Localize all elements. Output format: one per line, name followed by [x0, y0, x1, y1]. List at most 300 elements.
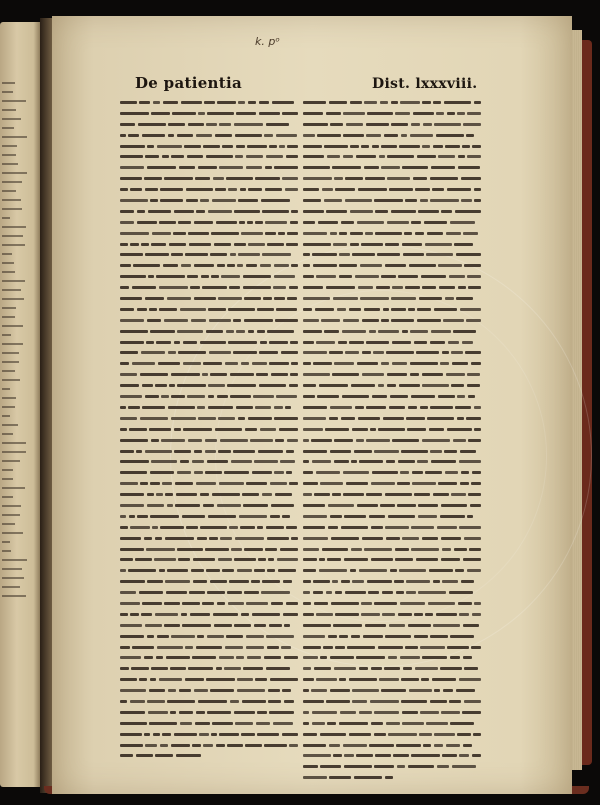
word-stroke [246, 635, 264, 638]
word-stroke [245, 428, 257, 431]
word-stroke [207, 591, 225, 594]
word-stroke [290, 341, 298, 344]
word-stroke [344, 558, 368, 561]
word-stroke [270, 678, 298, 681]
word-stroke [281, 646, 291, 649]
word-stroke [385, 243, 399, 246]
word-stroke [274, 417, 298, 420]
word-stroke [149, 722, 177, 725]
word-stroke [303, 297, 330, 300]
word-stroke [219, 482, 244, 485]
word-stroke [235, 537, 264, 540]
text-line [303, 631, 481, 642]
word-stroke [222, 145, 233, 148]
word-stroke [400, 471, 409, 474]
text-line [120, 489, 298, 500]
left-page-line [2, 505, 21, 507]
word-stroke [257, 330, 265, 333]
word-stroke [144, 177, 162, 180]
left-page-line [2, 343, 23, 345]
word-stroke [160, 526, 184, 529]
word-stroke [147, 635, 154, 638]
word-stroke [366, 134, 381, 137]
word-stroke [233, 319, 241, 322]
word-stroke [238, 199, 258, 202]
word-stroke [442, 580, 458, 583]
word-stroke [177, 134, 193, 137]
word-stroke [274, 297, 285, 300]
word-stroke [120, 733, 142, 736]
word-stroke [144, 537, 152, 540]
word-stroke [217, 602, 225, 605]
word-stroke [472, 471, 481, 474]
word-stroke [433, 493, 449, 496]
word-stroke [312, 711, 337, 714]
word-stroke [264, 744, 287, 747]
word-stroke [171, 395, 185, 398]
word-stroke [303, 504, 325, 507]
word-stroke [436, 134, 464, 137]
word-stroke [386, 460, 395, 463]
word-stroke [461, 177, 481, 180]
word-stroke [270, 482, 287, 485]
word-stroke [274, 406, 283, 409]
word-stroke [240, 526, 255, 529]
word-stroke [473, 733, 481, 736]
word-stroke [411, 221, 421, 224]
word-stroke [177, 330, 203, 333]
word-stroke [360, 297, 389, 300]
word-stroke [303, 733, 317, 736]
text-line [303, 478, 481, 489]
word-stroke [452, 362, 468, 365]
word-stroke [257, 711, 267, 714]
word-stroke [470, 504, 481, 507]
text-line [120, 631, 298, 642]
text-line [120, 413, 298, 424]
word-stroke [275, 493, 292, 496]
word-stroke [411, 754, 440, 757]
word-stroke [438, 264, 462, 267]
left-page-line [2, 586, 20, 588]
word-stroke [225, 646, 243, 649]
word-stroke [225, 362, 238, 365]
word-stroke [343, 155, 353, 158]
word-stroke [120, 439, 148, 442]
word-stroke [471, 362, 481, 365]
word-stroke [303, 319, 319, 322]
word-stroke [214, 624, 232, 627]
word-stroke [332, 580, 338, 583]
word-stroke [397, 482, 410, 485]
word-stroke [327, 722, 336, 725]
word-stroke [171, 373, 200, 376]
word-stroke [303, 460, 309, 463]
word-stroke [408, 624, 431, 627]
word-stroke [155, 613, 178, 616]
text-line [303, 620, 481, 631]
word-stroke [266, 635, 294, 638]
left-page-line [2, 280, 25, 282]
word-stroke [217, 264, 225, 267]
word-stroke [409, 264, 436, 267]
word-stroke [161, 439, 185, 442]
text-line [120, 642, 298, 653]
word-stroke [173, 232, 186, 235]
word-stroke [271, 602, 283, 605]
word-stroke [446, 744, 460, 747]
word-stroke [147, 700, 165, 703]
word-stroke [398, 613, 412, 616]
word-stroke [190, 286, 200, 289]
word-stroke [397, 765, 405, 768]
word-stroke [188, 232, 209, 235]
word-stroke [168, 123, 185, 126]
text-line [120, 260, 298, 271]
word-stroke [160, 744, 168, 747]
word-stroke [303, 526, 325, 529]
word-stroke [440, 362, 449, 365]
text-line [120, 446, 298, 457]
word-stroke [210, 580, 227, 583]
word-stroke [186, 526, 198, 529]
word-stroke [262, 253, 291, 256]
word-stroke [414, 493, 430, 496]
word-stroke [430, 406, 453, 409]
word-stroke [230, 700, 239, 703]
text-line [303, 772, 481, 783]
word-stroke [291, 537, 298, 540]
word-stroke [276, 395, 297, 398]
word-stroke [198, 417, 216, 420]
word-stroke [120, 635, 144, 638]
word-stroke [289, 744, 298, 747]
word-stroke [162, 482, 172, 485]
word-stroke [211, 275, 219, 278]
word-stroke [467, 275, 481, 278]
left-facing-page [0, 22, 42, 787]
word-stroke [212, 493, 240, 496]
word-stroke [303, 689, 309, 692]
word-stroke [291, 264, 298, 267]
word-stroke [431, 460, 456, 463]
word-stroke [217, 504, 241, 507]
word-stroke [349, 341, 364, 344]
word-stroke [120, 526, 128, 529]
text-line [120, 500, 298, 511]
word-stroke [320, 733, 346, 736]
word-stroke [234, 558, 256, 561]
text-line [120, 293, 298, 304]
word-stroke [330, 656, 354, 659]
word-stroke [417, 319, 441, 322]
left-page-line [2, 514, 20, 516]
word-stroke [395, 558, 413, 561]
word-stroke [203, 744, 213, 747]
word-stroke [444, 450, 457, 453]
word-stroke [429, 569, 453, 572]
word-stroke [282, 733, 298, 736]
word-stroke [392, 439, 419, 442]
word-stroke [174, 341, 180, 344]
word-stroke [303, 253, 310, 256]
folio-mark: k. pᵒ [255, 35, 280, 48]
word-stroke [380, 101, 388, 104]
word-stroke [137, 221, 157, 224]
word-stroke [153, 733, 160, 736]
word-stroke [206, 569, 220, 572]
left-page-line [2, 460, 20, 462]
word-stroke [212, 199, 236, 202]
word-stroke [437, 526, 457, 529]
word-stroke [252, 613, 280, 616]
word-stroke [211, 232, 239, 235]
word-stroke [286, 450, 294, 453]
word-stroke [441, 537, 461, 540]
word-stroke [424, 221, 447, 224]
word-stroke [120, 548, 144, 551]
word-stroke [169, 384, 175, 387]
word-stroke [457, 733, 471, 736]
word-stroke [136, 754, 153, 757]
left-page-line [2, 298, 24, 300]
word-stroke [339, 722, 368, 725]
word-stroke [217, 395, 228, 398]
word-stroke [363, 635, 383, 638]
left-page-line [2, 361, 19, 363]
word-stroke [252, 362, 267, 365]
word-stroke [165, 493, 173, 496]
word-stroke [247, 221, 253, 224]
word-stroke [267, 537, 289, 540]
word-stroke [357, 362, 378, 365]
word-stroke [205, 450, 216, 453]
word-stroke [422, 373, 443, 376]
word-stroke [205, 439, 217, 442]
word-stroke [168, 406, 195, 409]
word-stroke [194, 264, 214, 267]
left-page-line [2, 379, 20, 381]
left-page-line [2, 262, 14, 264]
word-stroke [194, 471, 203, 474]
word-stroke [332, 166, 361, 169]
word-stroke [343, 134, 364, 137]
word-stroke [269, 145, 277, 148]
word-stroke [286, 526, 297, 529]
word-stroke [401, 450, 428, 453]
text-line [120, 740, 298, 751]
left-page-line [2, 469, 13, 471]
word-stroke [316, 275, 336, 278]
word-stroke [272, 101, 294, 104]
word-stroke [151, 460, 177, 463]
word-stroke [444, 101, 471, 104]
word-stroke [425, 243, 452, 246]
word-stroke [200, 199, 209, 202]
word-stroke [287, 232, 298, 235]
word-stroke [334, 177, 343, 180]
word-stroke [350, 101, 362, 104]
word-stroke [257, 733, 279, 736]
word-stroke [120, 221, 134, 224]
left-page-line [2, 424, 18, 426]
text-line [303, 652, 481, 663]
word-stroke [195, 177, 210, 180]
left-page-line [2, 316, 15, 318]
word-stroke [443, 319, 464, 322]
word-stroke [316, 678, 337, 681]
word-stroke [139, 591, 163, 594]
word-stroke [313, 362, 332, 365]
word-stroke [406, 417, 425, 420]
word-stroke [287, 297, 297, 300]
word-stroke [324, 330, 339, 333]
word-stroke [120, 362, 129, 365]
word-stroke [303, 428, 323, 431]
word-stroke [120, 286, 129, 289]
text-line [120, 565, 298, 576]
word-stroke [165, 537, 194, 540]
text-line [303, 554, 481, 565]
word-stroke [451, 351, 463, 354]
word-stroke [392, 286, 403, 289]
word-stroke [467, 569, 481, 572]
word-stroke [239, 221, 245, 224]
text-line [120, 326, 298, 337]
text-line [120, 576, 298, 587]
word-stroke [458, 166, 480, 169]
word-stroke [325, 428, 349, 431]
word-stroke [334, 460, 349, 463]
word-stroke [383, 308, 389, 311]
word-stroke [207, 711, 231, 714]
word-stroke [345, 591, 366, 594]
word-stroke [276, 134, 297, 137]
word-stroke [303, 395, 315, 398]
word-stroke [219, 123, 231, 126]
word-stroke [120, 591, 136, 594]
word-stroke [400, 656, 420, 659]
word-stroke [145, 297, 164, 300]
word-stroke [361, 243, 383, 246]
word-stroke [303, 602, 311, 605]
word-stroke [392, 362, 407, 365]
word-stroke [194, 450, 202, 453]
text-column-right [303, 97, 481, 783]
word-stroke [189, 243, 211, 246]
word-stroke [472, 613, 481, 616]
word-stroke [194, 297, 216, 300]
word-stroke [145, 450, 172, 453]
word-stroke [120, 155, 143, 158]
word-stroke [402, 711, 418, 714]
word-stroke [281, 351, 298, 354]
word-stroke [246, 166, 262, 169]
left-page-line [2, 397, 16, 399]
word-stroke [196, 646, 222, 649]
word-stroke [236, 406, 253, 409]
left-page-line [2, 559, 27, 561]
word-stroke [414, 635, 428, 638]
word-stroke [341, 526, 368, 529]
word-stroke [178, 351, 206, 354]
left-page-line [2, 235, 23, 237]
word-stroke [265, 221, 287, 224]
word-stroke [369, 744, 394, 747]
word-stroke [171, 635, 195, 638]
left-page-text-fragments [2, 82, 28, 604]
word-stroke [412, 471, 423, 474]
word-stroke [204, 101, 215, 104]
word-stroke [230, 253, 236, 256]
word-stroke [120, 145, 145, 148]
word-stroke [120, 330, 148, 333]
word-stroke [120, 406, 126, 409]
word-stroke [284, 656, 298, 659]
word-stroke [434, 308, 457, 311]
word-stroke [303, 199, 321, 202]
word-stroke [265, 166, 272, 169]
word-stroke [242, 493, 259, 496]
word-stroke [168, 351, 176, 354]
word-stroke [280, 548, 298, 551]
word-stroke [153, 101, 160, 104]
word-stroke [259, 101, 269, 104]
word-stroke [186, 199, 198, 202]
word-stroke [236, 330, 245, 333]
word-stroke [244, 548, 263, 551]
word-stroke [120, 275, 146, 278]
word-stroke [361, 602, 372, 605]
text-line [303, 522, 481, 533]
word-stroke [120, 188, 128, 191]
word-stroke [159, 308, 177, 311]
word-stroke [358, 286, 373, 289]
word-stroke [216, 221, 237, 224]
word-stroke [326, 591, 332, 594]
word-stroke [398, 275, 418, 278]
word-stroke [241, 232, 263, 235]
word-stroke [350, 569, 356, 572]
word-stroke [371, 482, 395, 485]
word-stroke [206, 678, 235, 681]
word-stroke [192, 460, 204, 463]
text-line [120, 184, 298, 195]
word-stroke [191, 319, 206, 322]
word-stroke [243, 667, 263, 670]
word-stroke [252, 471, 272, 474]
word-stroke [350, 243, 359, 246]
word-stroke [218, 450, 231, 453]
word-stroke [250, 439, 273, 442]
word-stroke [474, 406, 481, 409]
word-stroke [324, 145, 348, 148]
word-stroke [351, 635, 360, 638]
left-page-line [2, 406, 15, 408]
word-stroke [135, 558, 152, 561]
word-stroke [422, 384, 449, 387]
word-stroke [120, 471, 147, 474]
word-stroke [462, 711, 481, 714]
word-stroke [271, 373, 288, 376]
word-stroke [150, 482, 160, 485]
text-line [120, 554, 298, 565]
text-line [303, 729, 481, 740]
word-stroke [375, 754, 391, 757]
word-stroke [222, 569, 234, 572]
text-line [120, 337, 298, 348]
word-stroke [120, 123, 135, 126]
